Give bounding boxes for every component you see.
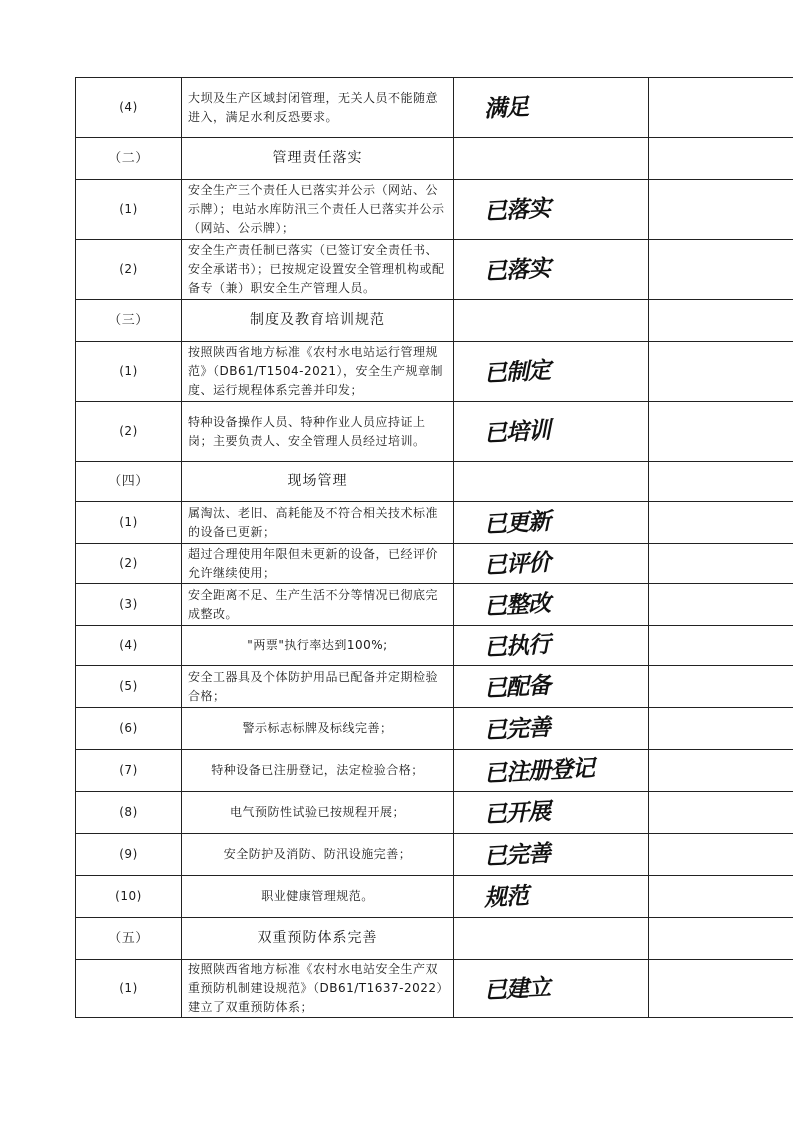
section-header-row (76, 300, 793, 342)
requirement-text: 警示标志标牌及标线完善； (182, 708, 454, 750)
item-number: （二） (76, 138, 182, 180)
handwritten-result: 已落实 (483, 254, 551, 285)
remarks-cell (649, 626, 793, 666)
check-result-cell (454, 666, 649, 708)
item-number: （四） (76, 462, 182, 502)
check-result-cell (454, 402, 649, 462)
remarks-cell (649, 402, 793, 462)
checklist-row (76, 666, 793, 708)
remarks-cell (649, 918, 793, 960)
handwritten-result: 已整改 (483, 589, 551, 620)
item-number: (4) (76, 626, 182, 666)
remarks-cell (649, 544, 793, 584)
item-number: (1) (76, 180, 182, 240)
requirement-text: 特种设备已注册登记，法定检验合格； (182, 750, 454, 792)
checklist-row (76, 876, 793, 918)
check-result-cell (454, 792, 649, 834)
item-number: (10) (76, 876, 182, 918)
requirement-text: 安全防护及消防、防汛设施完善； (182, 834, 454, 876)
requirement-text: 职业健康管理规范。 (182, 876, 454, 918)
check-result-cell (454, 834, 649, 876)
handwritten-result: 规范 (483, 881, 529, 912)
checklist-row (76, 626, 793, 666)
handwritten-result: 已建立 (483, 973, 551, 1004)
remarks-cell (649, 834, 793, 876)
handwritten-result: 已评价 (483, 548, 551, 579)
item-number: (1) (76, 342, 182, 402)
item-number: (9) (76, 834, 182, 876)
check-result-cell (454, 342, 649, 402)
remarks-cell (649, 750, 793, 792)
checklist-row (76, 240, 793, 300)
check-result-cell (454, 300, 649, 342)
requirement-text: 超过合理使用年限但未更新的设备，已经评价允许继续使用； (182, 544, 454, 584)
requirement-text: 属淘汰、老旧、高耗能及不符合相关技术标准的设备已更新； (182, 502, 454, 544)
remarks-cell (649, 180, 793, 240)
section-title: 管理责任落实 (182, 138, 454, 180)
remarks-cell (649, 584, 793, 626)
checklist-row (76, 180, 793, 240)
remarks-cell (649, 342, 793, 402)
item-number: (1) (76, 502, 182, 544)
item-number: （三） (76, 300, 182, 342)
remarks-cell (649, 78, 793, 138)
item-number: （五） (76, 918, 182, 960)
check-result-cell (454, 462, 649, 502)
checklist-row (76, 78, 793, 138)
handwritten-result: 已执行 (483, 630, 551, 661)
item-number: (3) (76, 584, 182, 626)
handwritten-result: 已注册登记 (483, 754, 595, 787)
checklist-row (76, 834, 793, 876)
handwritten-result: 已完善 (483, 839, 551, 870)
remarks-cell (649, 708, 793, 750)
item-number: (8) (76, 792, 182, 834)
remarks-cell (649, 502, 793, 544)
check-result-cell (454, 240, 649, 300)
handwritten-result: 已更新 (483, 507, 551, 538)
requirement-text: 安全生产三个责任人已落实并公示（网站、公示牌）；电站水库防汛三个责任人已落实并公示（网站、公示牌）； (182, 180, 454, 240)
remarks-cell (649, 300, 793, 342)
checklist-row (76, 708, 793, 750)
handwritten-result: 已培训 (483, 416, 551, 447)
item-number: (5) (76, 666, 182, 708)
section-title: 现场管理 (182, 462, 454, 502)
checklist-row (76, 342, 793, 402)
check-result-cell (454, 918, 649, 960)
item-number: (7) (76, 750, 182, 792)
section-title: 制度及教育培训规范 (182, 300, 454, 342)
inspection-checklist-table (75, 77, 793, 1018)
check-result-cell (454, 626, 649, 666)
check-result-cell (454, 584, 649, 626)
handwritten-result: 已落实 (483, 194, 551, 225)
remarks-cell (649, 138, 793, 180)
requirement-text: 安全距离不足、生产生活不分等情况已彻底完成整改。 (182, 584, 454, 626)
check-result-cell (454, 78, 649, 138)
requirement-text: 大坝及生产区域封闭管理，无关人员不能随意进入，满足水利反恐要求。 (182, 78, 454, 138)
check-result-cell (454, 138, 649, 180)
section-title: 双重预防体系完善 (182, 918, 454, 960)
handwritten-result: 已完善 (483, 713, 551, 744)
item-number: (6) (76, 708, 182, 750)
check-result-cell (454, 544, 649, 584)
requirement-text: "两票"执行率达到100%; (182, 626, 454, 666)
remarks-cell (649, 462, 793, 502)
checklist-row (76, 792, 793, 834)
check-result-cell (454, 502, 649, 544)
checklist-row (76, 402, 793, 462)
remarks-cell (649, 240, 793, 300)
item-number: (2) (76, 544, 182, 584)
checklist-row (76, 584, 793, 626)
check-result-cell (454, 180, 649, 240)
section-header-row (76, 918, 793, 960)
section-header-row (76, 462, 793, 502)
handwritten-result: 已制定 (483, 356, 551, 387)
checklist-row (76, 502, 793, 544)
handwritten-result: 已配备 (483, 671, 551, 702)
remarks-cell (649, 792, 793, 834)
remarks-cell (649, 960, 793, 1018)
handwritten-result: 满足 (483, 92, 529, 123)
requirement-text: 安全生产责任制已落实（已签订安全责任书、安全承诺书）；已按规定设置安全管理机构或配备专（兼）职安全生产管理人员。 (182, 240, 454, 300)
checklist-row (76, 544, 793, 584)
requirement-text: 安全工器具及个体防护用品已配备并定期检验合格； (182, 666, 454, 708)
section-header-row (76, 138, 793, 180)
check-result-cell (454, 876, 649, 918)
check-result-cell (454, 960, 649, 1018)
checklist-row (76, 750, 793, 792)
item-number: (2) (76, 402, 182, 462)
remarks-cell (649, 666, 793, 708)
requirement-text: 电气预防性试验已按规程开展； (182, 792, 454, 834)
remarks-cell (649, 876, 793, 918)
checklist-row (76, 960, 793, 1018)
item-number: (1) (76, 960, 182, 1018)
check-result-cell (454, 750, 649, 792)
item-number: (4) (76, 78, 182, 138)
requirement-text: 特种设备操作人员、特种作业人员应持证上岗；主要负责人、安全管理人员经过培训。 (182, 402, 454, 462)
item-number: (2) (76, 240, 182, 300)
handwritten-result: 已开展 (483, 797, 551, 828)
check-result-cell (454, 708, 649, 750)
requirement-text: 按照陕西省地方标准《农村水电站运行管理规范》（DB61/T1504-2021），安全生产规章制度、运行规程体系完善并印发； (182, 342, 454, 402)
requirement-text: 按照陕西省地方标准《农村水电站安全生产双重预防机制建设规范》（DB61/T1637-2022）建立了双重预防体系； (182, 960, 454, 1018)
